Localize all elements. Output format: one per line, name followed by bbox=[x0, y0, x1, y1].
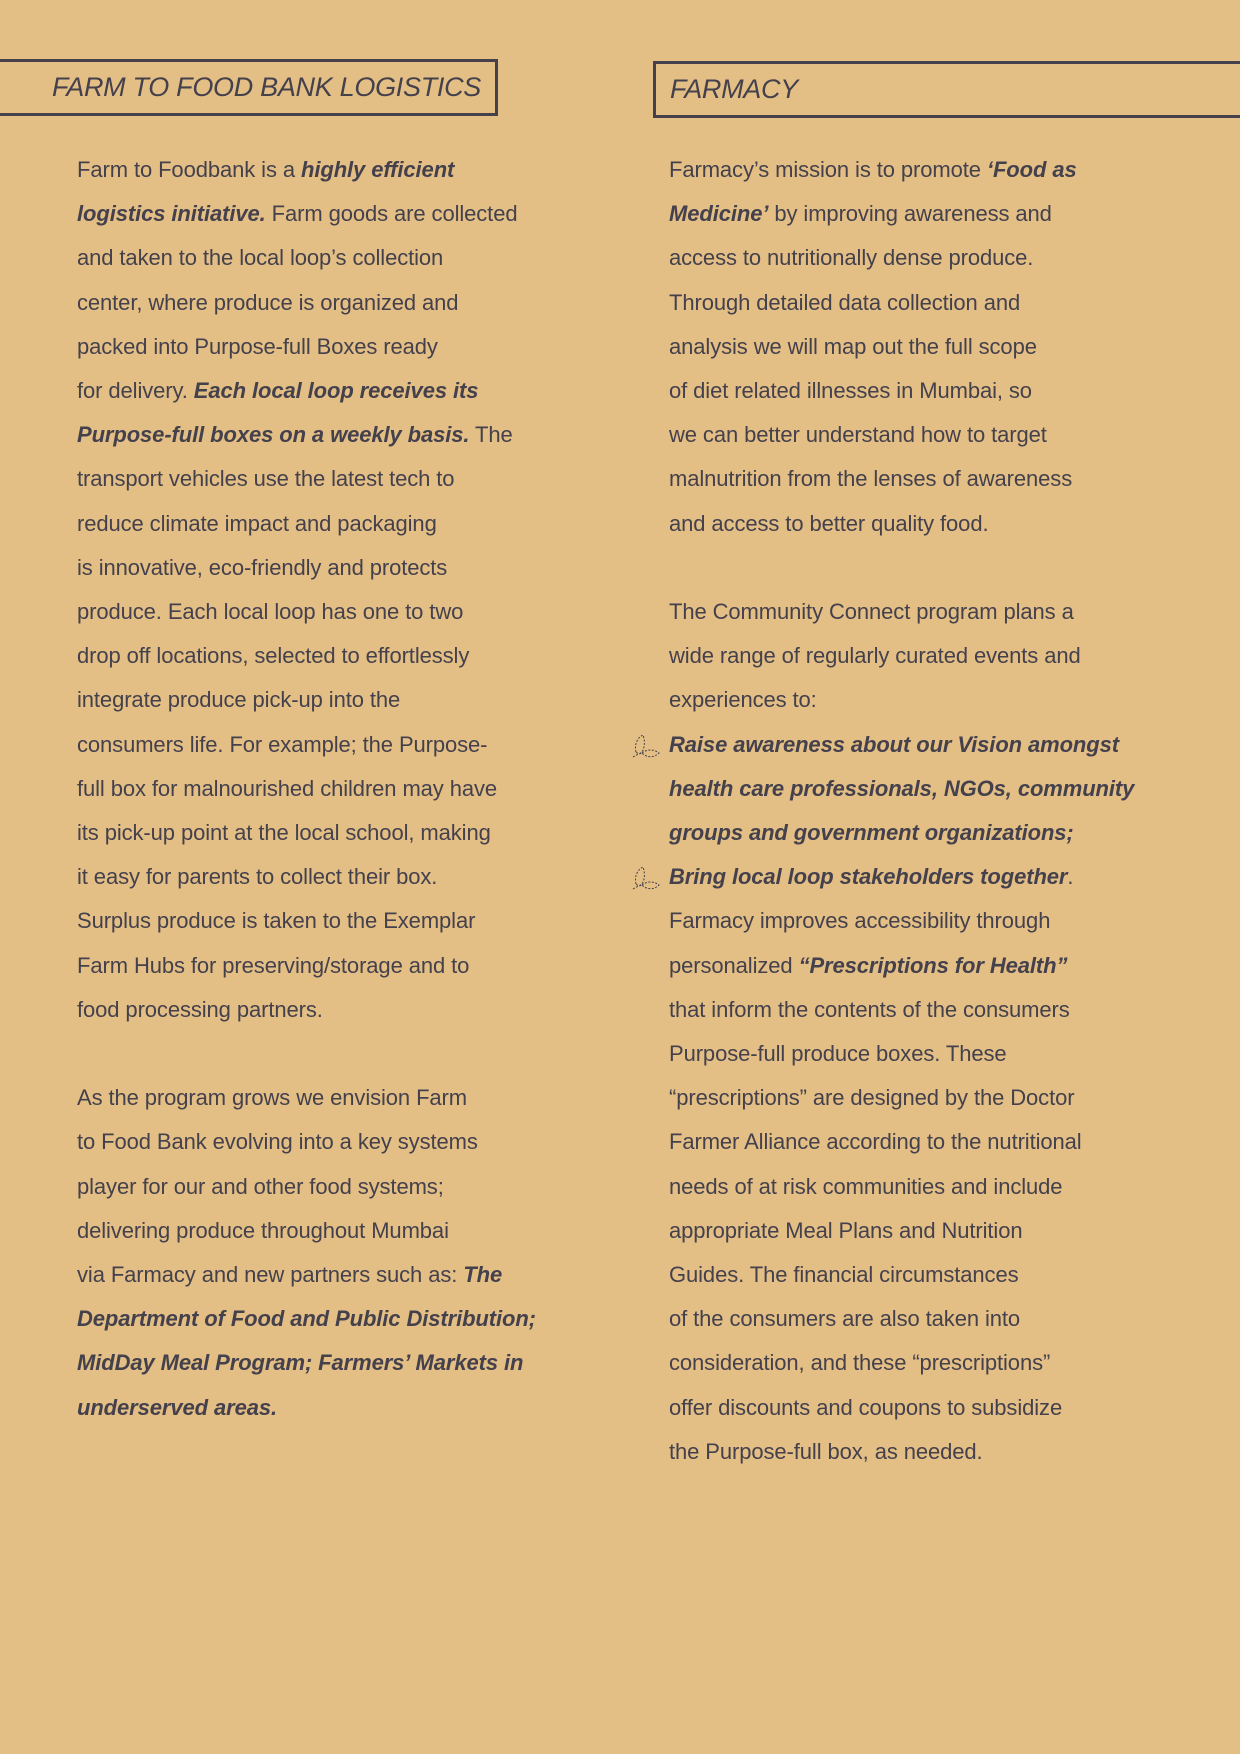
body-text: is innovative, eco-friendly and protects bbox=[77, 554, 448, 580]
emphasis-text: underserved areas. bbox=[77, 1394, 277, 1420]
body-text: its pick-up point at the local school, making bbox=[77, 820, 491, 846]
farm-to-food-bank-title: FARM TO FOOD BANK LOGISTICS bbox=[52, 72, 481, 102]
body-text: via Farmacy and new partners such as: bbox=[77, 1262, 464, 1288]
text-line bbox=[77, 457, 557, 501]
text-line bbox=[669, 1120, 1149, 1164]
text-line bbox=[669, 1076, 1149, 1120]
text-line bbox=[669, 855, 1149, 899]
farm-to-food-bank-body bbox=[77, 148, 557, 1430]
text-line bbox=[669, 236, 1149, 280]
body-text: it easy for parents to collect their box. bbox=[77, 864, 438, 890]
body-text: Farm to Foodbank is a bbox=[77, 157, 302, 182]
text-line bbox=[669, 192, 1149, 236]
text-line bbox=[77, 192, 557, 236]
text-line bbox=[669, 148, 1149, 192]
text-line bbox=[669, 988, 1149, 1032]
text-line bbox=[77, 236, 557, 280]
emphasis-text: health care professionals, NGOs, community bbox=[669, 775, 1135, 801]
text-line bbox=[669, 281, 1149, 325]
text-line bbox=[77, 944, 557, 988]
leaf-bullet-icon bbox=[630, 732, 660, 762]
text-line bbox=[77, 281, 557, 325]
text-line bbox=[77, 1386, 557, 1430]
body-text: of diet related illnesses in Mumbai, so bbox=[669, 378, 1032, 404]
emphasis-text: Medicine’ bbox=[669, 201, 769, 227]
body-text: Farmer Alliance according to the nutritional bbox=[669, 1129, 1082, 1155]
body-text: transport vehicles use the latest tech to bbox=[77, 466, 455, 492]
paragraph-break bbox=[669, 546, 1149, 590]
text-line bbox=[669, 634, 1149, 678]
body-text: experiences to: bbox=[669, 687, 817, 713]
body-text: to Food Bank evolving into a key systems bbox=[77, 1129, 478, 1155]
emphasis-text: logistics initiative. bbox=[77, 201, 266, 227]
text-line bbox=[77, 325, 557, 369]
body-text: offer discounts and coupons to subsidize bbox=[669, 1394, 1063, 1420]
body-text: As the program grows we envision Farm bbox=[77, 1085, 468, 1111]
text-line bbox=[77, 1076, 557, 1120]
body-text: appropriate Meal Plans and Nutrition bbox=[669, 1217, 1023, 1243]
text-line bbox=[669, 369, 1149, 413]
text-line bbox=[669, 723, 1149, 767]
emphasis-text: Department of Food and Public Distribution; bbox=[77, 1306, 536, 1332]
text-line bbox=[669, 767, 1149, 811]
text-line bbox=[77, 590, 557, 634]
text-line bbox=[77, 899, 557, 943]
text-line bbox=[77, 855, 557, 899]
emphasis-text: MidDay Meal Program; Farmers’ Markets in bbox=[77, 1350, 524, 1376]
body-text: for delivery. bbox=[77, 378, 194, 404]
emphasis-text: “Prescriptions for Health” bbox=[798, 952, 1068, 978]
text-line bbox=[669, 678, 1149, 722]
text-line bbox=[77, 546, 557, 590]
emphasis-text: The bbox=[463, 1262, 503, 1288]
text-line bbox=[77, 1165, 557, 1209]
text-line bbox=[77, 678, 557, 722]
body-text: Farmacy’s mission is to promote bbox=[669, 157, 987, 182]
body-text: Through detailed data collection and bbox=[669, 289, 1021, 315]
text-line bbox=[77, 1120, 557, 1164]
text-line bbox=[669, 413, 1149, 457]
body-text: player for our and other food systems; bbox=[77, 1173, 444, 1199]
emphasis-text: Purpose-full boxes on a weekly basis. bbox=[77, 422, 470, 448]
text-line bbox=[669, 1341, 1149, 1385]
body-text: “prescriptions” are designed by the Doctor bbox=[669, 1085, 1075, 1111]
text-line bbox=[669, 1386, 1149, 1430]
farmacy-title: FARMACY bbox=[670, 74, 798, 104]
text-line bbox=[77, 1253, 557, 1297]
body-text: analysis we will map out the full scope bbox=[669, 333, 1037, 359]
body-text: the Purpose-full box, as needed. bbox=[669, 1438, 983, 1464]
body-text: wide range of regularly curated events and bbox=[669, 643, 1081, 669]
body-text: produce. Each local loop has one to two bbox=[77, 599, 464, 625]
text-line bbox=[669, 811, 1149, 855]
body-text: Guides. The financial circumstances bbox=[669, 1262, 1019, 1288]
body-text: delivering produce throughout Mumbai bbox=[77, 1217, 449, 1243]
body-text: food processing partners. bbox=[77, 996, 323, 1022]
text-line bbox=[669, 944, 1149, 988]
farmacy-body bbox=[669, 148, 1149, 1474]
body-text: Surplus produce is taken to the Exemplar bbox=[77, 908, 476, 934]
body-text: full box for malnourished children may have bbox=[77, 775, 498, 801]
text-line bbox=[77, 767, 557, 811]
body-text: consideration, and these “prescriptions” bbox=[669, 1350, 1051, 1376]
body-text: integrate produce pick-up into the bbox=[77, 687, 401, 713]
body-text: The bbox=[469, 422, 513, 448]
text-line bbox=[669, 1165, 1149, 1209]
text-line bbox=[669, 1032, 1149, 1076]
text-line bbox=[77, 148, 557, 192]
body-text: personalized bbox=[669, 952, 799, 978]
emphasis-text: Bring local loop stakeholders together bbox=[669, 864, 1068, 890]
leaf-bullet-icon bbox=[630, 864, 660, 894]
body-text: Farm Hubs for preserving/storage and to bbox=[77, 952, 470, 978]
emphasis-text: ‘Food as bbox=[986, 157, 1077, 182]
text-line bbox=[669, 1430, 1149, 1474]
emphasis-text: highly efficient bbox=[301, 157, 455, 182]
text-line bbox=[669, 325, 1149, 369]
emphasis-text: Raise awareness about our Vision amongst bbox=[669, 731, 1119, 757]
text-line bbox=[77, 369, 557, 413]
body-text: . bbox=[1067, 864, 1074, 890]
text-line bbox=[77, 988, 557, 1032]
body-text: access to nutritionally dense produce. bbox=[669, 245, 1034, 271]
text-line bbox=[77, 723, 557, 767]
text-line bbox=[669, 1253, 1149, 1297]
text-line bbox=[77, 413, 557, 457]
text-line bbox=[669, 899, 1149, 943]
body-text: Farm goods are collected bbox=[265, 201, 518, 227]
body-text: and taken to the local loop’s collection bbox=[77, 245, 444, 271]
paragraph-break bbox=[77, 1032, 557, 1076]
text-line bbox=[77, 1341, 557, 1385]
text-line bbox=[77, 502, 557, 546]
text-line bbox=[77, 1297, 557, 1341]
text-line bbox=[77, 634, 557, 678]
body-text: center, where produce is organized and bbox=[77, 289, 459, 315]
text-line bbox=[77, 1209, 557, 1253]
text-line bbox=[669, 590, 1149, 634]
body-text: Farmacy improves accessibility through bbox=[669, 908, 1051, 934]
body-text: packed into Purpose-full Boxes ready bbox=[77, 333, 438, 359]
body-text: we can better understand how to target bbox=[669, 422, 1047, 448]
emphasis-text: groups and government organizations; bbox=[669, 820, 1074, 846]
body-text: needs of at risk communities and include bbox=[669, 1173, 1063, 1199]
text-line bbox=[669, 1297, 1149, 1341]
text-line bbox=[77, 811, 557, 855]
text-line bbox=[669, 457, 1149, 501]
text-line bbox=[669, 1209, 1149, 1253]
body-text: Purpose-full produce boxes. These bbox=[669, 1041, 1007, 1067]
body-text: of the consumers are also taken into bbox=[669, 1306, 1021, 1332]
body-text: reduce climate impact and packaging bbox=[77, 510, 437, 536]
body-text: consumers life. For example; the Purpose- bbox=[77, 731, 488, 757]
farm-to-food-bank-header bbox=[0, 59, 498, 116]
body-text: and access to better quality food. bbox=[669, 510, 989, 536]
farmacy-header bbox=[653, 61, 1240, 118]
body-text: by improving awareness and bbox=[768, 201, 1052, 227]
text-line bbox=[669, 502, 1149, 546]
body-text: drop off locations, selected to effortlessly bbox=[77, 643, 470, 669]
body-text: that inform the contents of the consumers bbox=[669, 996, 1070, 1022]
body-text: malnutrition from the lenses of awareness bbox=[669, 466, 1073, 492]
body-text: The Community Connect program plans a bbox=[669, 599, 1074, 625]
emphasis-text: Each local loop receives its bbox=[193, 378, 479, 404]
